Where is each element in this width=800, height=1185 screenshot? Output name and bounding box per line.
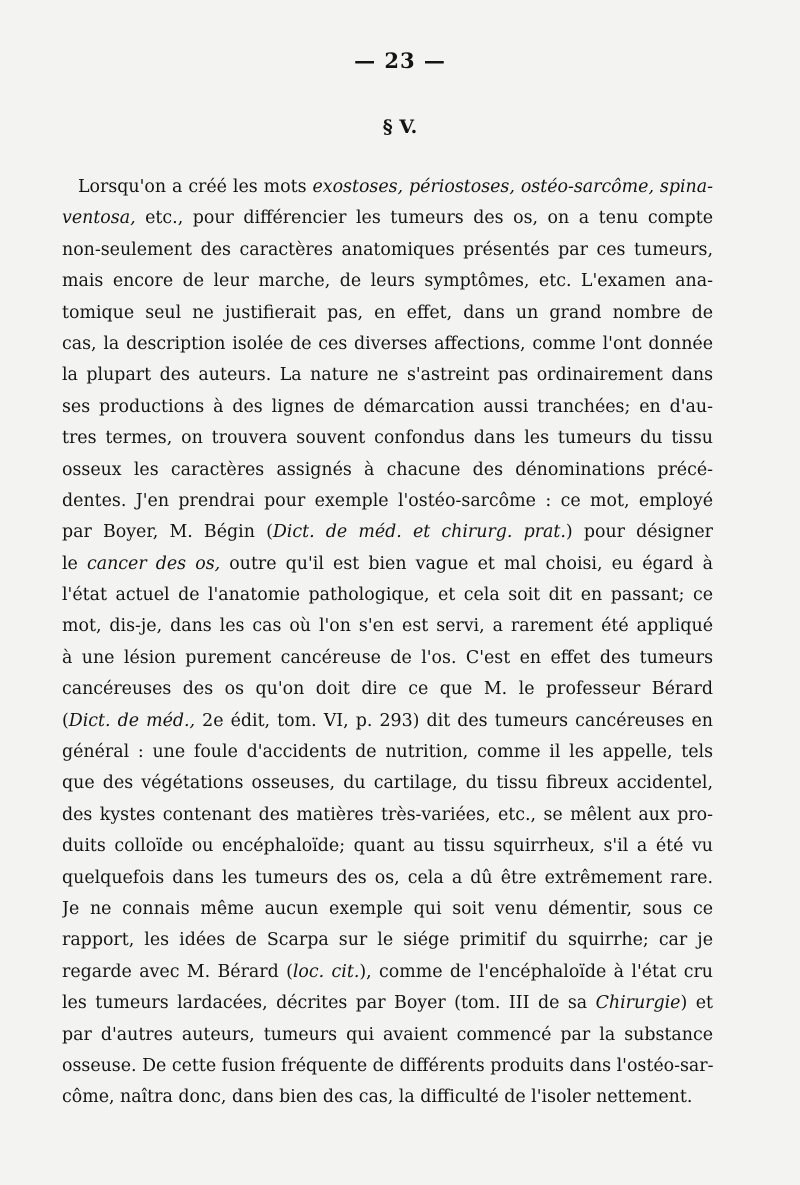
text-run: ( <box>62 710 69 731</box>
text-run: osseuse. De cette fusion fréquente de différents produits dans l'ostéo-sar- <box>62 1055 713 1076</box>
text-line <box>62 298 713 329</box>
text-line <box>62 392 713 423</box>
text-run: outre qu'il est bien vague et mal choisi, eu égard à <box>220 553 713 574</box>
text-line <box>62 800 713 831</box>
text-run: par Boyer, M. Bégin ( <box>62 522 273 543</box>
text-run: général : une foule d'accidents de nutrition, comme il les appelle, tels <box>62 742 713 763</box>
text-run: la plupart des auteurs. La nature ne s'astreint pas ordinairement dans <box>62 365 713 386</box>
text-run: non-seulement des caractères anatomiques présentés par ces tumeurs, <box>62 239 713 260</box>
text-run: cas, la description isolée de ces diverses affections, comme l'ont donnée <box>62 333 713 354</box>
text-run: tomique seul ne justifierait pas, en effet, dans un grand nombre de <box>62 302 713 323</box>
text-run: ), comme de l'encéphaloïde à l'état cru <box>359 961 713 982</box>
text-line <box>62 172 713 203</box>
text-line <box>62 580 713 611</box>
italic-text: ventosa, <box>62 208 136 229</box>
text-line <box>62 611 713 642</box>
text-line <box>62 455 713 486</box>
text-line <box>62 831 713 862</box>
text-run: osseux les caractères assignés à chacune des dénominations précé- <box>62 459 713 480</box>
italic-text: Chirurgie <box>595 993 681 1014</box>
text-run: le <box>62 553 87 574</box>
text-run: quelquefois dans les tumeurs des os, cela a dû être extrêmement rare. <box>62 867 713 888</box>
text-line <box>62 423 713 454</box>
italic-text: Dict. de méd., <box>68 710 196 731</box>
text-line <box>62 957 713 988</box>
text-run: dentes. J'en prendrai pour exemple l'ostéo-sarcôme : ce mot, employé <box>62 490 713 511</box>
text-line <box>62 894 713 925</box>
text-line <box>62 329 713 360</box>
section-heading: § V. <box>382 116 418 138</box>
text-line <box>62 706 713 737</box>
italic-text: exostoses, périostoses, ostéo-sarcôme, spina- <box>312 177 713 197</box>
text-run: duits colloïde ou encéphaloïde; quant au tissu squirrheux, s'il a été vu <box>62 836 713 857</box>
text-line <box>62 768 713 799</box>
italic-text: loc. cit. <box>292 961 360 982</box>
text-line <box>62 549 713 580</box>
text-run: par d'autres auteurs, tumeurs qui avaient commencé par la substance <box>62 1024 713 1045</box>
text-line <box>62 737 713 768</box>
text-run: que des végétations osseuses, du cartilage, du tissu fibreux accidentel, <box>62 773 713 794</box>
text-line <box>62 674 713 705</box>
text-run: à une lésion purement cancéreuse de l'os. C'est en effet des tumeurs <box>62 647 713 668</box>
text-line <box>62 1051 713 1082</box>
text-run: ) pour désigner <box>565 522 713 543</box>
text-run: mais encore de leur marche, de leurs symptômes, etc. L'examen ana- <box>62 271 713 292</box>
text-line <box>62 360 713 391</box>
text-run: ) et <box>680 993 713 1014</box>
text-line <box>62 486 713 517</box>
italic-text: cancer des os, <box>86 553 221 574</box>
text-line <box>62 988 713 1019</box>
text-run: l'état actuel de l'anatomie pathologique, et cela soit dit en passant; ce <box>62 585 713 606</box>
page-number: — 23 — <box>354 48 446 73</box>
text-run: etc., pour différencier les tumeurs des os, on a tenu compte <box>135 208 713 229</box>
text-run: Lorsqu'on a créé les mots <box>78 177 313 197</box>
italic-text: Dict. de méd. et chirurg. prat. <box>272 522 566 543</box>
text-line <box>62 863 713 894</box>
text-run: cancéreuses des os qu'on doit dire ce que M. le professeur Bérard <box>62 679 713 700</box>
text-run: rapport, les idées de Scarpa sur le siége primitif du squirrhe; car je <box>62 930 713 951</box>
text-line <box>62 235 713 266</box>
text-line <box>62 1082 713 1113</box>
text-run: des kystes contenant des matières très-variées, etc., se mêlent aux pro- <box>62 804 713 825</box>
text-line <box>62 1020 713 1051</box>
text-line <box>62 266 713 297</box>
text-run: mot, dis-je, dans les cas où l'on s'en est servi, a rarement été appliqué <box>62 616 713 637</box>
text-line <box>62 643 713 674</box>
text-line <box>62 517 713 548</box>
text-run: les tumeurs lardacées, décrites par Boyer (tom. III de sa <box>62 993 596 1014</box>
text-run: tres termes, on trouvera souvent confondus dans les tumeurs du tissu <box>62 428 713 449</box>
text-run: regarde avec M. Bérard ( <box>62 961 293 982</box>
text-run: 2e édit, tom. VI, p. 293) dit des tumeurs cancéreuses en <box>195 710 713 731</box>
text-line <box>62 203 713 234</box>
text-line <box>62 925 713 956</box>
text-run: Je ne connais même aucun exemple qui soit venu démentir, sous ce <box>62 898 713 919</box>
text-run: ses productions à des lignes de démarcation aussi tranchées; en d'au- <box>62 396 713 417</box>
body-paragraph <box>62 172 713 1114</box>
text-run: côme, naîtra donc, dans bien des cas, la difficulté de l'isoler nettement. <box>62 1087 693 1108</box>
